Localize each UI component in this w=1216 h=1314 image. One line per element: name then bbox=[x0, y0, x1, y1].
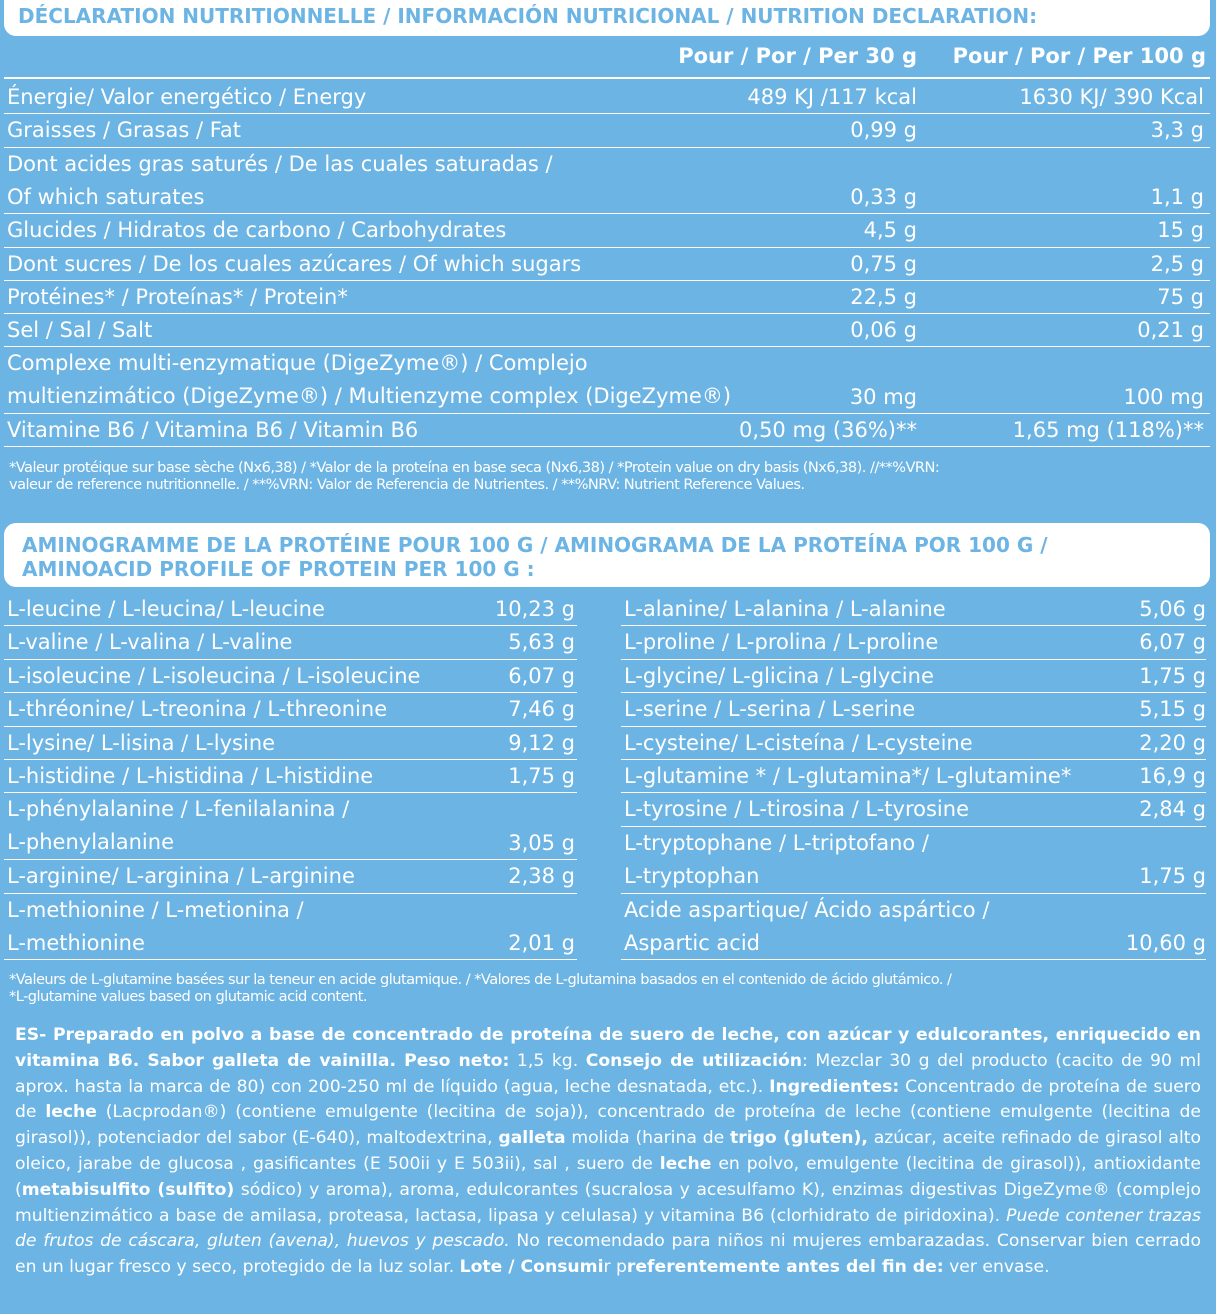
ingredients-text: Consejo de utilización bbox=[585, 1050, 803, 1071]
amino-row bbox=[624, 727, 1206, 760]
ingredients-text: Lote / Consumi bbox=[459, 1257, 604, 1278]
amino-label-line: L-phénylalanine / L-fenilalanina / bbox=[7, 797, 350, 822]
value-per-100g: 2,5 g bbox=[1150, 251, 1204, 276]
amino-row bbox=[624, 793, 1206, 826]
nutrition-header bbox=[4, 0, 1210, 36]
amino-row bbox=[624, 626, 1206, 659]
nutrient-label-line: Of which saturates bbox=[7, 184, 205, 209]
nutrient-label bbox=[7, 248, 581, 281]
ingredients-text: ver envase. bbox=[943, 1257, 1050, 1278]
ingredients-text: en polvo, emulgente (lecitina de girasol)), antioxidante ( bbox=[15, 1153, 1201, 1200]
ingredients-text: (Lacprodan®) (contiene emulgente (lecitina de soja)), concentrado de proteína de leche (contiene emulgente (lecitina de girasol)), potenciador del sabor (E-640), maltodextrina, bbox=[15, 1102, 1201, 1149]
amino-label bbox=[7, 793, 349, 859]
ingredients-text: No recomendado para niños ni mujeres embarazadas. Conservar bien cerrado en un lugar fresco y seco, protegido de la luz solar. bbox=[15, 1231, 1201, 1278]
amino-row bbox=[624, 693, 1206, 726]
amino-label bbox=[7, 894, 304, 960]
nutrient-label bbox=[7, 81, 366, 114]
amino-label-line: L-serine / L-serina / L-serine bbox=[624, 697, 916, 722]
row-rule bbox=[4, 959, 577, 960]
amino-value: 9,12 g bbox=[508, 730, 575, 755]
amino-label bbox=[7, 860, 355, 893]
amino-label-line: L-lysine/ L-lisina / L-lysine bbox=[7, 730, 276, 755]
ingredients-text: : Mezclar 30 g del producto (cacito de 90 ml aprox. hasta la marca de 80) con 200-250 ml de líquido (agua, leche desnatada, etc.). bbox=[15, 1050, 1201, 1097]
nutrition-footnote bbox=[9, 459, 1209, 493]
amino-label-line: L-methionine / L-metionina / bbox=[7, 897, 304, 922]
amino-value: 1,75 g bbox=[508, 764, 575, 788]
amino-label-line: L-glycine/ L-glicina / L-glycine bbox=[624, 663, 934, 688]
amino-row bbox=[7, 860, 577, 893]
amino-value: 5,63 g bbox=[508, 630, 575, 655]
amino-row bbox=[624, 760, 1206, 793]
amino-row bbox=[624, 593, 1206, 626]
nutrition-row bbox=[7, 281, 1207, 314]
ingredients-text: ES- Preparado en polvo a base de concentrado de proteína de suero de leche, con azúcar y edulcorantes, enriquecido en vitamina B6. Sabor galleta de vainilla. Peso neto: bbox=[15, 1025, 1201, 1071]
ingredients-text: 1,5 kg. bbox=[509, 1050, 586, 1071]
amino-label bbox=[624, 894, 989, 960]
value-per-100g: 1,1 g bbox=[1150, 184, 1204, 209]
nutrient-label-line: Dont acides gras saturés / De las cuales saturadas / bbox=[7, 151, 553, 176]
amino-label-line: L-arginine/ L-arginina / L-arginine bbox=[7, 864, 355, 889]
amino-value: 1,75 g bbox=[1139, 864, 1206, 889]
footnote-line: valeur de reference nutritionnelle. / **%VRN: Valor de Referencia de Nutrientes. / **%NRV: Nutrient Reference Values. bbox=[9, 476, 805, 493]
amino-label bbox=[7, 660, 420, 693]
amino-label bbox=[7, 727, 275, 760]
nutrition-row bbox=[7, 214, 1207, 247]
value-per-100g: 1,65 mg (118%)** bbox=[1012, 418, 1204, 442]
amino-label-line: L-leucine / L-leucina/ L-leucine bbox=[7, 597, 325, 621]
row-rule bbox=[621, 959, 1206, 960]
ingredients-text: molida (harina de bbox=[565, 1128, 731, 1149]
amino-value: 2,84 g bbox=[1139, 797, 1206, 822]
row-rule bbox=[4, 446, 1210, 447]
nutrient-label-line: multienzimático (DigeZyme®) / Multienzyme complex (DigeZyme®) bbox=[7, 384, 732, 409]
value-per-100g: 1630 KJ/ 390 Kcal bbox=[1019, 85, 1204, 109]
amino-label-line: L-histidine / L-histidina / L-histidine bbox=[7, 764, 374, 788]
amino-value: 1,75 g bbox=[1139, 663, 1206, 688]
nutrient-label-line: Glucides / Hidratos de carbono / Carbohydrates bbox=[7, 218, 507, 243]
amino-row bbox=[7, 660, 577, 693]
footnote-line: *L-glutamine values based on glutamic acid content. bbox=[9, 988, 367, 1005]
footnote-line: *Valeur protéique sur base sèche (Nx6,38) / *Valor de la proteína en base seca (Nx6,38) / *Protein value on dry basis (Nx6,38). //**%VRN: bbox=[9, 459, 940, 476]
amino-label bbox=[624, 760, 1071, 793]
nutrition-row bbox=[7, 248, 1207, 281]
amino-label-line: L-proline / L-prolina / L-proline bbox=[624, 630, 939, 655]
value-per-100g: 75 g bbox=[1157, 284, 1204, 309]
value-per-100g: 3,3 g bbox=[1150, 118, 1204, 143]
amino-row bbox=[7, 793, 577, 860]
amino-row bbox=[7, 727, 577, 760]
nutrient-label bbox=[7, 314, 152, 347]
amino-row bbox=[7, 593, 577, 626]
aminogram-header bbox=[4, 523, 1210, 587]
amino-value: 6,07 g bbox=[1139, 630, 1206, 655]
ingredients-text: azúcar, aceite refinado de girasol alto oleico, jarabe de glucosa , gasificantes (E 500ii y E 503ii), sal , suero de bbox=[15, 1128, 1201, 1174]
value-per-30g: 0,50 mg (36%)** bbox=[739, 418, 917, 442]
amino-label-line: Acide aspartique/ Ácido aspártico / bbox=[624, 897, 990, 922]
footnote-line: *Valeurs de L-glutamine basées sur la teneur en acide glutamique. / *Valores de L-glutamina basados en el contenido de ácido glutámico. / bbox=[9, 971, 952, 988]
amino-row bbox=[7, 693, 577, 726]
value-per-30g: 0,06 g bbox=[850, 318, 917, 343]
table-rule bbox=[4, 77, 1210, 79]
nutrition-title: DÉCLARATION NUTRITIONNELLE / INFORMACIÓN NUTRICIONAL / NUTRITION DECLARATION: bbox=[18, 4, 1038, 28]
amino-value: 16,9 g bbox=[1139, 764, 1206, 788]
column-header-100g: Pour / Por / Per 100 g bbox=[952, 44, 1206, 68]
amino-label-line: L-tyrosine / L-tirosina / L-tyrosine bbox=[624, 797, 969, 822]
amino-row bbox=[7, 894, 577, 961]
nutrient-label-line: Complexe multi-enzymatique (DigeZyme®) / Complejo bbox=[7, 351, 588, 376]
nutrition-row bbox=[7, 314, 1207, 347]
ingredients-text: leche bbox=[45, 1102, 97, 1123]
amino-label bbox=[624, 660, 934, 693]
value-per-100g: 0,21 g bbox=[1137, 318, 1204, 343]
amino-label-line: L-glutamine * / L-glutamina*/ L-glutamine* bbox=[624, 764, 1072, 788]
nutrition-row bbox=[7, 81, 1207, 114]
ingredients-text: galleta bbox=[498, 1128, 566, 1149]
value-per-30g: 489 KJ /117 kcal bbox=[747, 85, 917, 109]
amino-label bbox=[7, 593, 325, 626]
value-per-30g: 0,33 g bbox=[850, 184, 917, 209]
amino-row bbox=[624, 827, 1206, 894]
amino-label-line: L-isoleucine / L-isoleucina / L-isoleucine bbox=[7, 663, 421, 688]
amino-label-line: L-valine / L-valina / L-valine bbox=[7, 630, 293, 655]
nutrient-label-line: Graisses / Grasas / Fat bbox=[7, 118, 241, 143]
nutrition-row bbox=[7, 414, 1207, 447]
amino-label bbox=[7, 626, 292, 659]
ingredients-text: metabisulfito (sulfito) bbox=[21, 1179, 235, 1200]
ingredients-text: sódico) y aroma), aroma, edulcorantes (sucralosa y acesulfamo K), enzimas digestivas DigeZyme® (complejo multienzimático a base de amilasa, proteasa, lactasa, lipasa y celulasa) y vitamina B6 (clorhidrato de piridoxina). bbox=[15, 1179, 1201, 1226]
amino-value: 2,20 g bbox=[1139, 730, 1206, 755]
nutrient-label-line: Énergie/ Valor energético / Energy bbox=[7, 85, 367, 109]
amino-label-line: L-alanine/ L-alanina / L-alanine bbox=[624, 597, 946, 621]
amino-row bbox=[624, 894, 1206, 961]
nutrient-label bbox=[7, 114, 241, 147]
amino-label-line: L-thréonine/ L-treonina / L-threonine bbox=[7, 697, 388, 722]
amino-label-line: L-tryptophan bbox=[624, 863, 760, 888]
nutrient-label bbox=[7, 148, 553, 214]
aminogram-footnote bbox=[9, 971, 1209, 1005]
amino-row bbox=[7, 760, 577, 793]
amino-label bbox=[7, 760, 373, 793]
value-per-100g: 100 mg bbox=[1123, 384, 1204, 409]
nutrient-label-line: Vitamine B6 / Vitamina B6 / Vitamin B6 bbox=[7, 418, 419, 442]
amino-label-line: L-methionine bbox=[7, 930, 145, 955]
nutrient-label-line: Dont sucres / De los cuales azúcares / Of which sugars bbox=[7, 251, 582, 276]
amino-value: 5,06 g bbox=[1139, 597, 1206, 621]
amino-value: 7,46 g bbox=[508, 697, 575, 722]
amino-label bbox=[624, 727, 973, 760]
amino-label bbox=[624, 626, 938, 659]
amino-label-line: L-phenylalanine bbox=[7, 830, 174, 855]
nutrient-label-line: Sel / Sal / Salt bbox=[7, 318, 153, 343]
amino-row bbox=[7, 626, 577, 659]
nutrient-label bbox=[7, 281, 348, 314]
amino-label-line: Aspartic acid bbox=[624, 930, 761, 955]
aminogram-title bbox=[22, 533, 1172, 581]
nutrition-row bbox=[7, 347, 1207, 414]
value-per-100g: 15 g bbox=[1157, 218, 1204, 243]
amino-label-line: L-tryptophane / L-triptofano / bbox=[624, 830, 929, 855]
aminogram-title-line: AMINOACID PROFILE OF PROTEIN PER 100 G : bbox=[22, 557, 535, 581]
amino-value: 6,07 g bbox=[508, 663, 575, 688]
amino-label bbox=[624, 827, 929, 893]
amino-label-line: L-cysteine/ L-cisteína / L-cysteine bbox=[624, 730, 973, 755]
ingredients-text: referentemente antes del fin de: bbox=[626, 1257, 944, 1278]
value-per-30g: 4,5 g bbox=[863, 218, 917, 243]
nutrient-label bbox=[7, 414, 418, 447]
ingredients-text: trigo (gluten), bbox=[730, 1128, 868, 1149]
value-per-30g: 0,99 g bbox=[850, 118, 917, 143]
nutrient-label bbox=[7, 214, 506, 247]
value-per-30g: 22,5 g bbox=[850, 284, 917, 309]
amino-value: 2,38 g bbox=[508, 864, 575, 889]
amino-value: 2,01 g bbox=[508, 930, 575, 955]
ingredients-text: Ingredientes: bbox=[769, 1076, 900, 1097]
amino-label bbox=[624, 693, 915, 726]
amino-label bbox=[624, 593, 946, 626]
amino-label bbox=[7, 693, 387, 726]
nutrient-label-line: Protéines* / Proteínas* / Protein* bbox=[7, 284, 348, 309]
value-per-30g: 0,75 g bbox=[850, 251, 917, 276]
ingredients-paragraph bbox=[15, 1023, 1201, 1281]
nutrition-row bbox=[7, 148, 1207, 215]
amino-row bbox=[624, 660, 1206, 693]
amino-value: 3,05 g bbox=[508, 830, 575, 855]
ingredients-text: Puede contener trazas de frutos de cáscara, gluten (avena), huevos y pescado. bbox=[15, 1205, 1201, 1252]
amino-value: 5,15 g bbox=[1139, 697, 1206, 722]
value-per-30g: 30 mg bbox=[849, 384, 917, 409]
amino-value: 10,60 g bbox=[1125, 930, 1206, 955]
ingredients-text: Concentrado de proteína de suero de bbox=[15, 1076, 1201, 1123]
nutrient-label bbox=[7, 347, 731, 413]
amino-label bbox=[624, 793, 969, 826]
ingredients-text: leche bbox=[659, 1153, 712, 1174]
aminogram-title-line: AMINOGRAMME DE LA PROTÉINE POUR 100 G / AMINOGRAMA DE LA PROTEÍNA POR 100 G / bbox=[22, 533, 1048, 557]
ingredients-text: r p bbox=[603, 1257, 627, 1278]
amino-value: 10,23 g bbox=[494, 597, 575, 621]
column-header-30g: Pour / Por / Per 30 g bbox=[678, 44, 917, 68]
nutrition-row bbox=[7, 114, 1207, 147]
